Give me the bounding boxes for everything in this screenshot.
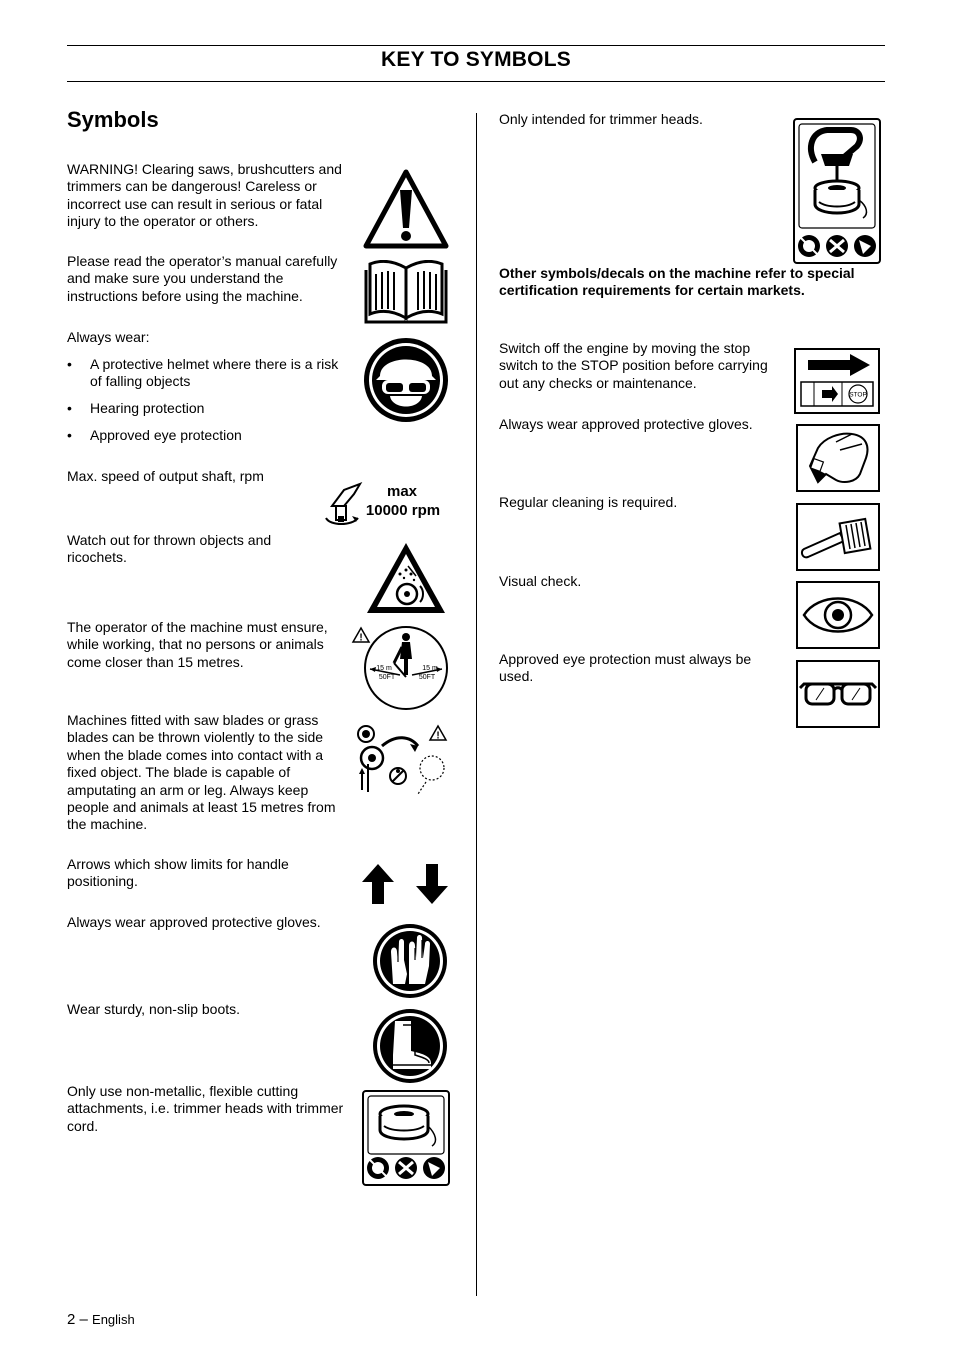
distance-text: The operator of the machine must ensure, while working, that no persons or animals come closer than 15 metres.: [67, 619, 328, 670]
non-metallic-text: Only use non-metallic, flexible cutting attachments, i.e. trimmer heads with trimmer cord.: [67, 1083, 344, 1134]
bullet-dot: •: [67, 356, 72, 372]
distance-left-feet: 50FT: [378, 674, 396, 681]
bullet-item: [67, 400, 352, 418]
stop-switch-text: Switch off the engine by moving the stop switch to the STOP position before carrying out any checks or maintenance.: [499, 340, 768, 391]
svg-text:!: !: [359, 632, 363, 644]
stop-label: STOP: [849, 391, 867, 399]
gloves-text: Always wear approved protective gloves.: [67, 914, 321, 930]
page-number: 2 –: [67, 1311, 88, 1328]
cleaning-text: Regular cleaning is required.: [499, 494, 678, 510]
distance-right-feet: 50FT: [418, 674, 436, 681]
manual-text: Please read the operator’s manual carefully and make sure you understand the instructions before using the machine.: [67, 253, 338, 304]
bullet-dot: •: [67, 400, 72, 416]
bullet-text: Hearing protection: [90, 400, 205, 416]
handle-limit-arrows-icon: [360, 862, 450, 906]
other-symbols-text: Other symbols/decals on the machine refer to special certification requirements for certain markets.: [499, 265, 855, 299]
eye-protection-text: Approved eye protection must always be used.: [499, 651, 752, 685]
gloves-approved-text: Always wear approved protective gloves.: [499, 416, 753, 432]
footer-language: English: [92, 1312, 135, 1327]
max-speed-icon: [322, 478, 448, 528]
manual-book-icon: [362, 260, 450, 326]
section-title: Symbols: [67, 107, 159, 132]
bullet-text: A protective helmet where there is a risk of falling objects: [90, 356, 339, 390]
boots-text: Wear sturdy, non-slip boots.: [67, 1001, 241, 1017]
bullet-item: [67, 427, 352, 445]
page-title: KEY TO SYMBOLS: [381, 48, 571, 71]
trimmer-only-text: Only intended for trimmer heads.: [499, 111, 703, 127]
helmet-protection-icon: [362, 336, 450, 424]
blade-thrust-icon: [352, 724, 450, 796]
header-rule-top: [67, 45, 885, 46]
cleaning-brush-icon: [796, 503, 880, 571]
warning-triangle-icon: [362, 168, 450, 250]
max-speed-label: max: [386, 483, 418, 500]
handle-arrows-text: Arrows which show limits for handle positioning.: [67, 856, 289, 890]
bullet-item: [67, 356, 352, 392]
distance-right-metres: 15 m: [422, 665, 438, 672]
gloves-icon: [371, 922, 449, 1000]
distance-left-metres: 15 m: [376, 665, 392, 672]
column-divider: [476, 113, 477, 1296]
max-speed-value: 10000 rpm: [365, 502, 441, 519]
thrown-objects-text: Watch out for thrown objects and ricochets.: [67, 532, 272, 566]
bullet-text: Approved eye protection: [90, 427, 242, 443]
max-speed-text: Max. speed of output shaft, rpm: [67, 468, 264, 484]
trimmer-head-only-icon: [362, 1090, 450, 1186]
warning-text: WARNING! Clearing saws, brushcutters and trimmers can be dangerous! Careless or incorrect use can result in serious or fatal injury to the operator or others.: [67, 161, 342, 230]
bullet-dot: •: [67, 427, 72, 443]
svg-text:!: !: [436, 730, 440, 742]
safety-distance-icon: [350, 625, 450, 711]
trimmer-head-icon: [793, 118, 881, 264]
visual-check-text: Visual check.: [499, 573, 582, 589]
thrown-objects-icon: [364, 540, 448, 616]
protective-glove-icon: [796, 424, 880, 492]
blade-thrown-text: Machines fitted with saw blades or grass blades can be thrown violently to the side when the blade comes into contact with a fixed object. The blade is capable of amputating an arm or leg. Always keep people and animals at least 15 metres from the machine.: [67, 712, 336, 833]
stop-switch-icon: [794, 348, 880, 414]
safety-glasses-icon: [796, 660, 880, 728]
eye-icon: [796, 581, 880, 649]
page-footer: [67, 1311, 135, 1328]
boots-icon: [371, 1007, 449, 1085]
always-wear-text: Always wear:: [67, 329, 150, 345]
header-rule-bottom: [67, 81, 885, 82]
